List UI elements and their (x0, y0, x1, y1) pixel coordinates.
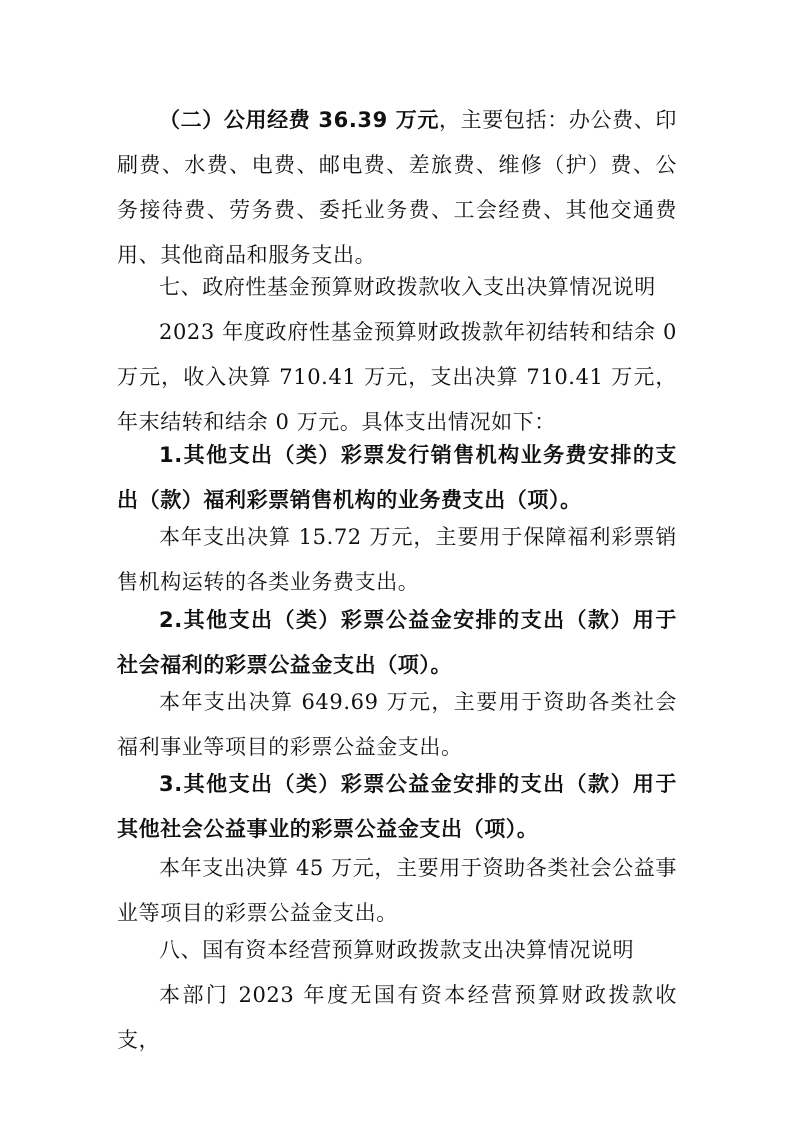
section-8-heading: 八、国有资本经营预算财政拨款支出决算情况说明 (159, 938, 635, 962)
section-7-paragraph: 2023 年度政府性基金预算财政拨款年初结转和结余 0 万元，收入决算 710.41 万元，支出决算 710.41 万元，年末结转和结余 0 万元。具体支出情况如下： (117, 320, 677, 434)
public-expense-paragraph (117, 98, 677, 278)
item-3-title: 3.其他支出（类）彩票公益金安排的支出（款）用于其他社会公益事业的彩票公益金支出（项）。 (117, 772, 677, 841)
section-7-heading: 七、政府性基金预算财政拨款收入支出决算情况说明 (159, 275, 656, 299)
item-1-title: 1.其他支出（类）彩票发行销售机构业务费安排的支出（款）福利彩票销售机构的业务费支出（项）。 (117, 443, 677, 512)
item-1-body: 本年支出决算 15.72 万元，主要用于保障福利彩票销售机构运转的各类业务费支出。 (117, 525, 677, 594)
section-8-paragraph: 本部门 2023 年度无国有资本经营预算财政拨款收支， (117, 983, 677, 1052)
item-2-body: 本年支出决算 649.69 万元，主要用于资助各类社会福利事业等项目的彩票公益金支出。 (117, 690, 677, 759)
public-expense-lead: （二）公用经费 36.39 万元 (159, 108, 440, 132)
item-2-title: 2.其他支出（类）彩票公益金安排的支出（款）用于社会福利的彩票公益金支出（项）。 (117, 608, 677, 677)
item-3-body: 本年支出决算 45 万元，主要用于资助各类社会公益事业等项目的彩票公益金支出。 (117, 856, 677, 925)
public-expense-rest: ，主要包括：办公费、印刷费、水费、电费、邮电费、差旅费、维修（护）费、公务接待费、劳务费、委托业务费、工会经费、其他交通费用、其他商品和服务支出。 (117, 108, 677, 267)
